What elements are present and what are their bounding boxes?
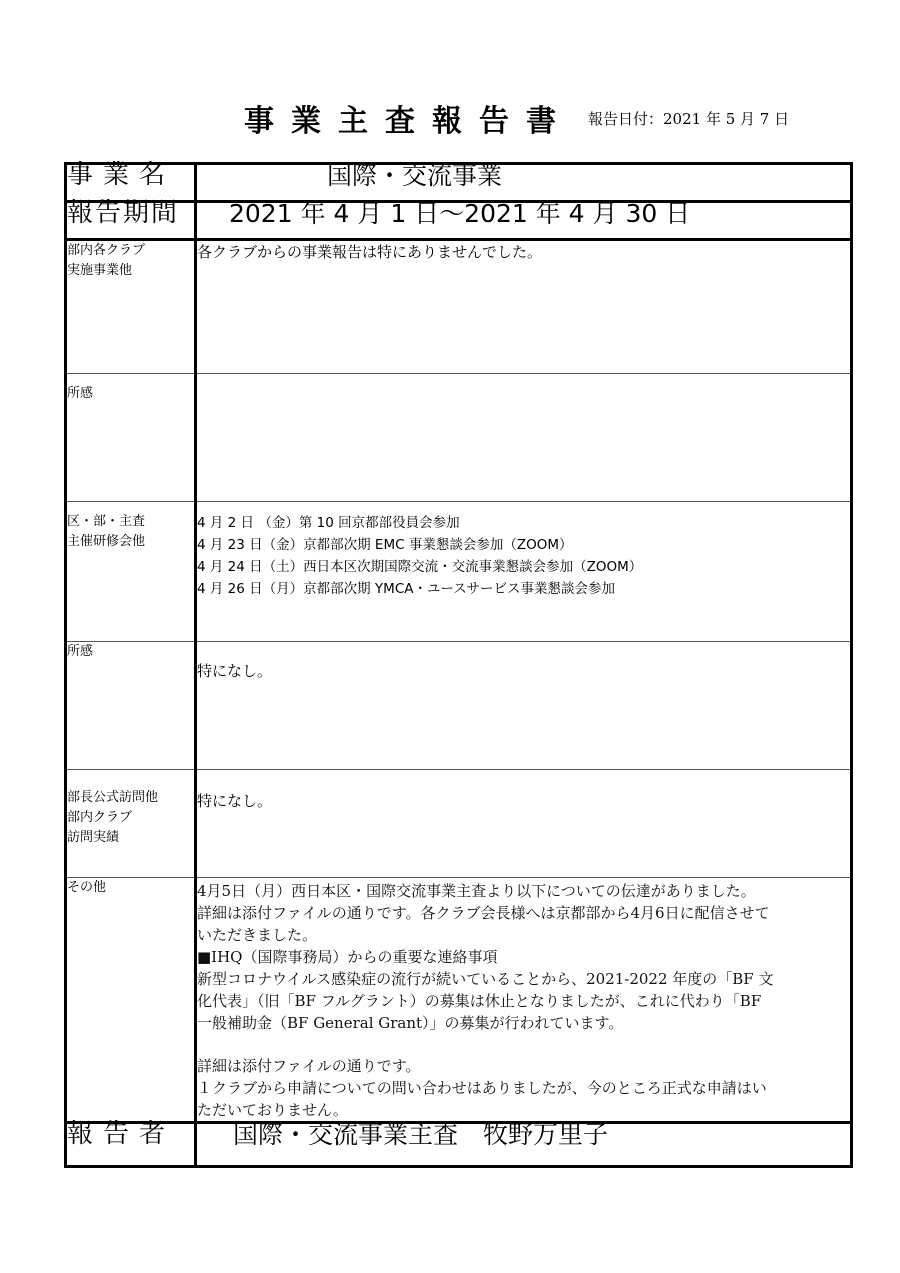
row-visits <box>66 770 852 878</box>
visits-value: 特になし。 <box>196 770 852 878</box>
region-events-label-line: 区・部・主査 <box>67 514 146 529</box>
period-label: 報告期間 <box>66 202 196 240</box>
other-line: 一般補助金（BF General Grant）」の募集が行われています。 <box>197 1014 624 1032</box>
other-line: 詳細は添付ファイルの通りです。 <box>197 1057 421 1075</box>
region-event-item: 4 月 2 日 （金）第 10 回京都部役員会参加 <box>197 515 460 531</box>
impression-1-label: 所感 <box>66 374 196 502</box>
impression-2-value: 特になし。 <box>196 642 852 770</box>
region-event-item: 4 月 23 日（金）京都部次期 EMC 事業懇談会参加（ZOOM） <box>197 537 573 553</box>
row-club-activities <box>66 240 852 374</box>
impression-1-value <box>196 374 852 502</box>
other-line: 新型コロナウイルス感染症の流行が続いていることから、2021-2022 年度の「BF 文 <box>197 970 774 988</box>
club-activities-label-line: 部内各クラブ <box>67 243 146 258</box>
row-other <box>66 878 852 1123</box>
page-title: 事業主査報告書 <box>244 104 573 139</box>
other-label: その他 <box>66 878 196 1123</box>
period-value: 2021 年 4 月 1 日～2021 年 4 月 30 日 <box>196 202 852 240</box>
row-period <box>66 202 852 240</box>
report-date-label: 報告日付： <box>588 110 664 128</box>
club-activities-label-line: 実施事業他 <box>67 263 133 278</box>
club-activities-label <box>66 240 196 374</box>
visits-label-line: 部長公式訪問他 <box>67 790 159 805</box>
visits-label-line: 訪問実績 <box>67 830 120 845</box>
other-line: 4月5日（月）西日本区・国際交流事業主査より以下についての伝達がありました。 <box>197 882 756 900</box>
other-line: 詳細は添付ファイルの通りです。各クラブ会長様へは京都部から4月6日に配信させて <box>197 904 770 922</box>
row-impression-2 <box>66 642 852 770</box>
other-line: １クラブから申請についての問い合わせはありましたが、今のところ正式な申請はい <box>197 1079 767 1097</box>
row-reporter <box>66 1123 852 1167</box>
other-line: 化代表」（旧「BF フルグラント）の募集は休止となりましたが、これに代わり「BF <box>197 992 762 1010</box>
project-name-label: 事業名 <box>66 164 196 202</box>
club-activities-value: 各クラブからの事業報告は特にありませんでした。 <box>196 240 852 374</box>
report-date-value: 2021 年 5 月 7 日 <box>663 110 790 128</box>
other-blank-line <box>197 1034 850 1055</box>
report-date <box>588 108 789 129</box>
other-line: いただきました。 <box>197 926 318 944</box>
visits-label-line: 部内クラブ <box>67 810 133 825</box>
region-events-label <box>66 502 196 642</box>
region-events-list <box>196 502 852 642</box>
other-line: ■IHQ（国際事務局）からの重要な連絡事項 <box>197 948 498 966</box>
region-events-label-line: 主催研修会他 <box>67 534 146 549</box>
other-line: ただいておりません。 <box>197 1101 348 1119</box>
region-event-item: 4 月 26 日（月）京都部次期 YMCA・ユースサービス事業懇談会参加 <box>197 581 616 597</box>
row-project-name <box>66 164 852 202</box>
row-region-events <box>66 502 852 642</box>
reporter-label: 報告者 <box>66 1123 196 1167</box>
row-impression-1 <box>66 374 852 502</box>
impression-2-label: 所感 <box>66 642 196 770</box>
reporter-value: 国際・交流事業主査 牧野万里子 <box>233 1120 609 1149</box>
other-text <box>196 878 852 1123</box>
report-table <box>64 162 853 1168</box>
visits-label <box>66 770 196 878</box>
region-event-item: 4 月 24 日（土）西日本区次期国際交流・交流事業懇談会参加（ZOOM） <box>197 559 643 575</box>
project-name-value: 国際・交流事業 <box>196 164 852 202</box>
